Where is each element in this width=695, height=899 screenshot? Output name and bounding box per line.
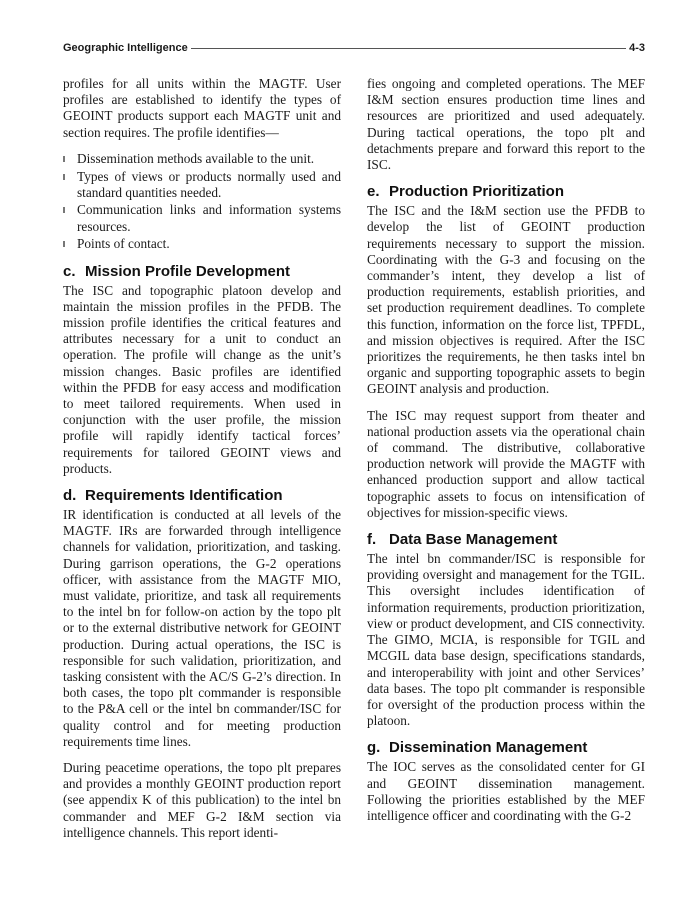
section-title: Dissemination Management (389, 739, 588, 757)
left-column (63, 76, 341, 851)
section-e-paragraph-2: The ISC may request support from theater and national production assets via the operational chain of command. The distributive, collaborative production network will provide the MAGTF with enhanced production support and allow tactical topographic assets to focus on intensification of objectives for mission-specific views. (367, 407, 645, 520)
section-letter: f. (367, 531, 377, 549)
section-f-paragraph: The intel bn commander/ISC is responsible for providing oversight and management for the TGIL. This oversight includes identification of information requirements, production prioritization, view or product development, and CIS connectivity. The GIMO, MCIA, is responsible for TGIL and MCGIL data base design, specifications standards, and interoperability with joint and other Services’ data bases. The topo plt commander is responsible for oversight of the production process within the platoon. (367, 551, 645, 729)
list-item (63, 169, 341, 201)
section-c-paragraph: The ISC and topographic platoon develop and maintain the mission profiles in the PFDB. The mission profile identifies the critical features and attributes necessary for a unit to conduct an operation. The profile will change as the unit’s mission changes. Basic profiles are identified within the PFDB for easy access and modification to meet tailored requirements. When used in conjunction with the user profile, the mission profile will rapidly identify tactical forces’ requirements for tailored GEOINT views and products. (63, 282, 341, 476)
list-item-text: Communication links and information systems resources. (77, 202, 341, 234)
section-letter: d. (63, 486, 77, 504)
section-heading-f (367, 531, 645, 549)
section-title: Production Prioritization (389, 183, 564, 201)
section-heading-d (63, 487, 341, 505)
section-d-paragraph-1: IR identification is conducted at all levels of the MAGTF. IRs are forwarded through intelligence channels for validation, prioritization, and tasking. During garrison operations, the G-2 operations officer, with assistance from the MAGTF MIO, must validate, prioritize, and task all requirements to the intel bn for follow-on action by the topo plt or to the external distributive network for GEOINT production. During actual operations, the ISC is responsible for such validation, prioritization, and tasking consistent with the AC/S G-2’s direction. In both cases, the topo plt commander is responsible to the P&A cell or the intel bn commander/ISC for quality control and for meeting production requirements time lines. (63, 506, 341, 749)
right-column (367, 76, 645, 834)
section-title: Data Base Management (389, 531, 558, 549)
list-item (63, 202, 341, 234)
section-e-paragraph-1: The ISC and the I&M section use the PFDB to develop the list of GEOINT production requirements necessary to support the mission. Coordinating with the G-3 and focusing on the commander’s intent, they develop a list of production requirements, establish priorities, and set production requirement deadlines. To complete this function, information on the force list, TPFDL, and mission objectives is required. After the ISC prioritizes the requirements, he then tasks intel bn organic and supporting topographic assets to begin GEOINT analysis and production. (367, 203, 645, 397)
section-heading-e (367, 183, 645, 201)
bullet-icon (63, 207, 65, 213)
page-number: 4-3 (629, 42, 645, 54)
bullet-icon (63, 241, 65, 247)
section-heading-g (367, 739, 645, 757)
bullet-icon (63, 174, 65, 180)
section-heading-c (63, 263, 341, 281)
section-g-paragraph: The IOC serves as the consolidated center for GI and GEOINT dissemination management. Following the priorities established by the MEF intelligence officer and coordinating with the G-2 (367, 759, 645, 823)
running-header (63, 40, 645, 56)
section-title: Mission Profile Development (85, 262, 291, 280)
section-letter: e. (367, 183, 380, 201)
section-letter: g. (367, 739, 381, 757)
continuation-paragraph: fies ongoing and completed operations. The MEF I&M section ensures production time lines and resources are prioritized and used adequately. During tactical operations, the topo plt and detachments prepare and forward this report to the ISC. (367, 76, 645, 173)
list-item (63, 236, 341, 252)
list-item-text: Dissemination methods available to the unit. (77, 150, 315, 166)
header-title: Geographic Intelligence (63, 42, 188, 54)
list-item-text: Types of views or products normally used and standard quantities needed. (77, 168, 341, 200)
list-item (63, 151, 341, 167)
profile-bullet-list (63, 151, 341, 253)
section-letter: c. (63, 262, 76, 280)
header-rule (191, 48, 626, 49)
section-d-paragraph-2: During peacetime operations, the topo plt prepares and provides a monthly GEOINT production report (see appendix K of this publication) to the intel bn commander and MEF G-2 I&M section via intelligence channels. This report identi- (63, 760, 341, 840)
section-title: Requirements Identification (85, 486, 283, 504)
intro-paragraph: profiles for all units within the MAGTF. User profiles are established to identify the types of GEOINT products support each MAGTF unit and section requires. The profile identifies— (63, 76, 341, 140)
bullet-icon (63, 156, 65, 162)
list-item-text: Points of contact. (77, 236, 170, 252)
